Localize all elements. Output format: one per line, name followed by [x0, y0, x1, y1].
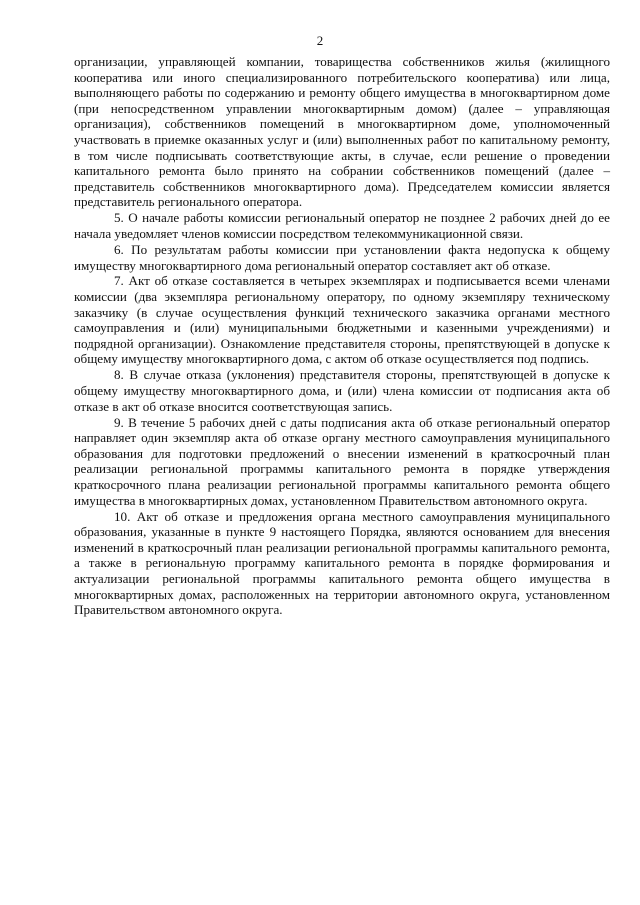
paragraph-item-9: 9. В течение 5 рабочих дней с даты подписания акта об отказе региональный оператор направляет один экземпляр акта об отказе органу местного самоуправления муниципального образования для подготовки предложений о внесении изменений в краткосрочный план реализации региональной программы капитального ремонта в порядке утверждения краткосрочного плана реализации региональной программы капитального ремонта общего имущества в многоквартирных домах, установленном Правительством автономного округа. — [74, 414, 610, 508]
paragraph-continuation: организации, управляющей компании, товарищества собственников жилья (жилищного кооператива или иного специализированного потребительского кооператива) или лица, выполняющего работы по содержанию и ремонту общего имущества в многоквартирном доме (при непосредственном управлении многоквартирным домом) (далее – управляющая организация), собственников помещений в многоквартирном доме, уполномоченный участвовать в приемке оказанных услуг и (или) выполненных работ по капитальному ремонту, в том числе подписывать соответствующие акты, в случае, если решение о проведении капитального ремонта было принято на собрании собственников помещений (далее – представитель собственников многоквартирного дома). Председателем комиссии является представитель регионального оператора. — [74, 54, 610, 210]
paragraph-item-7: 7. Акт об отказе составляется в четырех экземплярах и подписывается всеми членами комиссии (два экземпляра региональному оператору, по одному экземпляру техническому заказчику (в случае осуществления функций технического заказчика органами местного самоуправления и (или) муниципальными бюджетными и казенными учреждениями) и подрядной организации). Ознакомление представителя стороны, препятствующей в допуске к общему имуществу многоквартирного дома, с актом об отказе осуществляется под подпись. — [74, 273, 610, 367]
paragraph-item-8: 8. В случае отказа (уклонения) представителя стороны, препятствующей в допуске к общему имуществу многоквартирного дома, и (или) члена комиссии от подписания акта об отказе в акт об отказе вносится соответствующая запись. — [74, 367, 610, 414]
paragraph-item-5: 5. О начале работы комиссии региональный оператор не позднее 2 рабочих дней до ее начала уведомляет членов комиссии посредством телекоммуникационной связи. — [74, 210, 610, 241]
paragraph-item-6: 6. По результатам работы комиссии при установлении факта недопуска к общему имуществу многоквартирного дома региональный оператор составляет акт об отказе. — [74, 241, 610, 273]
document-body — [74, 54, 610, 618]
page-number: 2 — [316, 33, 324, 48]
paragraph-item-10: 10. Акт об отказе и предложения органа местного самоуправления муниципального образования, указанные в пункте 9 настоящего Порядка, являются основанием для внесения изменений в краткосрочный план реализации региональной программы капитального ремонта, а также в региональную программу капитального ремонта в порядке формирования и актуализации региональной программы капитального ремонта общего имущества в многоквартирных домах, расположенных на территории автономного округа, установленном Правительством автономного округа. — [74, 508, 610, 618]
